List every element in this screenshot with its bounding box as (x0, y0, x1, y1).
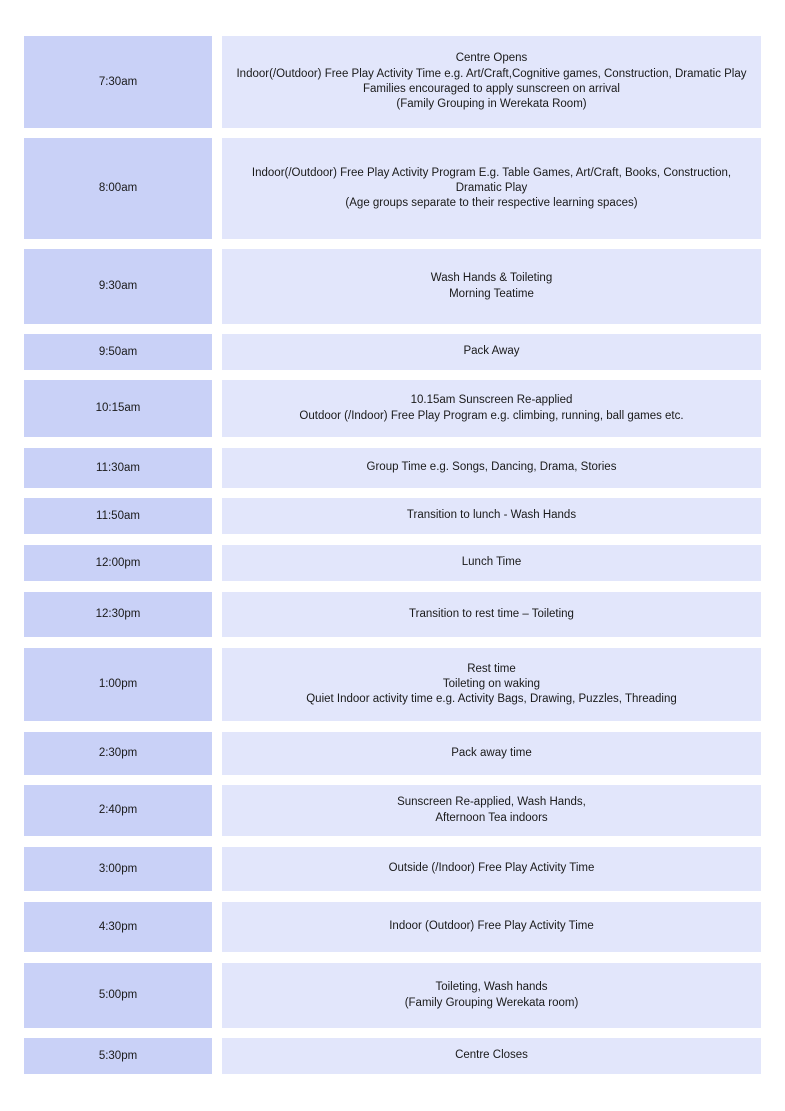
activity-cell (222, 847, 761, 891)
schedule-row (24, 902, 761, 952)
time-cell: 4:30pm (24, 902, 212, 952)
schedule-row (24, 545, 761, 581)
activity-cell (222, 648, 761, 721)
activity-cell (222, 732, 761, 775)
activity-cell (222, 963, 761, 1028)
activity-line: Transition to lunch - Wash Hands (406, 509, 577, 522)
activity-line: Toileting on waking (442, 677, 541, 690)
time-cell: 5:00pm (24, 963, 212, 1028)
activity-line: Indoor(/Outdoor) Free Play Activity Program E.g. Table Games, Art/Craft, Books, Construction, (251, 166, 732, 179)
activity-line: Morning Teatime (449, 287, 534, 300)
activity-cell (222, 138, 761, 239)
time-cell: 10:15am (24, 380, 212, 437)
activity-line: Centre Opens (455, 52, 528, 65)
time-cell: 12:00pm (24, 545, 212, 581)
activity-line: Dramatic Play (455, 181, 528, 194)
activity-cell (222, 592, 761, 637)
activity-line: Sunscreen Re-applied, Wash Hands, (397, 796, 586, 809)
schedule-row (24, 138, 761, 239)
activity-cell (222, 448, 761, 488)
activity-cell (222, 902, 761, 952)
activity-line: Families encouraged to apply sunscreen on arrival (363, 83, 620, 95)
activity-line: Outside (/Indoor) Free Play Activity Time (388, 862, 595, 875)
time-cell: 2:40pm (24, 785, 212, 836)
time-cell: 1:00pm (24, 648, 212, 721)
time-cell: 7:30am (24, 36, 212, 128)
time-cell: 5:30pm (24, 1038, 212, 1074)
schedule-row (24, 592, 761, 637)
activity-line: Centre Closes (455, 1049, 528, 1062)
activity-line: Pack Away (463, 345, 520, 358)
activity-line: Outdoor (/Indoor) Free Play Program e.g. climbing, running, ball games etc. (299, 409, 684, 422)
schedule-row (24, 36, 761, 128)
activity-cell (222, 380, 761, 437)
time-cell: 8:00am (24, 138, 212, 239)
time-cell: 11:30am (24, 448, 212, 488)
activity-line: Pack away time (451, 746, 532, 759)
schedule-row (24, 648, 761, 721)
schedule-row (24, 249, 761, 324)
schedule-row (24, 963, 761, 1028)
time-cell: 12:30pm (24, 592, 212, 637)
schedule-row (24, 785, 761, 836)
activity-line: Toileting, Wash hands (435, 981, 548, 994)
time-cell: 9:30am (24, 249, 212, 324)
time-cell: 9:50am (24, 334, 212, 370)
activity-cell (222, 785, 761, 836)
activity-line: Indoor(/Outdoor) Free Play Activity Time e.g. Art/Craft,Cognitive games, Construction, Dramatic Play (236, 67, 747, 80)
activity-line: Group Time e.g. Songs, Dancing, Drama, Stories (366, 461, 617, 474)
activity-line: Rest time (467, 662, 516, 675)
schedule-row (24, 334, 761, 370)
schedule-row (24, 498, 761, 534)
schedule-row (24, 448, 761, 488)
activity-cell (222, 1038, 761, 1074)
activity-line: (Family Grouping in Werekata Room) (396, 98, 587, 111)
activity-line: Lunch Time (461, 556, 522, 569)
activity-line: (Age groups separate to their respective learning spaces) (345, 197, 638, 210)
activity-line: Indoor (Outdoor) Free Play Activity Time (389, 920, 594, 933)
time-cell: 11:50am (24, 498, 212, 534)
schedule-row (24, 1038, 761, 1074)
time-cell: 2:30pm (24, 732, 212, 775)
activity-cell (222, 249, 761, 324)
activity-line: Afternoon Tea indoors (435, 811, 548, 824)
activity-line: 10.15am Sunscreen Re-applied (410, 394, 573, 407)
schedule-row (24, 380, 761, 437)
activity-line: Transition to rest time – Toileting (409, 607, 574, 620)
activity-cell (222, 334, 761, 370)
schedule-row (24, 847, 761, 891)
activity-cell (222, 498, 761, 534)
activity-line: Quiet Indoor activity time e.g. Activity Bags, Drawing, Puzzles, Threading (306, 693, 677, 706)
time-cell: 3:00pm (24, 847, 212, 891)
activity-line: (Family Grouping Werekata room) (404, 996, 579, 1009)
activity-cell (222, 36, 761, 128)
schedule-row (24, 732, 761, 775)
activity-line: Wash Hands & Toileting (430, 272, 553, 285)
activity-cell (222, 545, 761, 581)
